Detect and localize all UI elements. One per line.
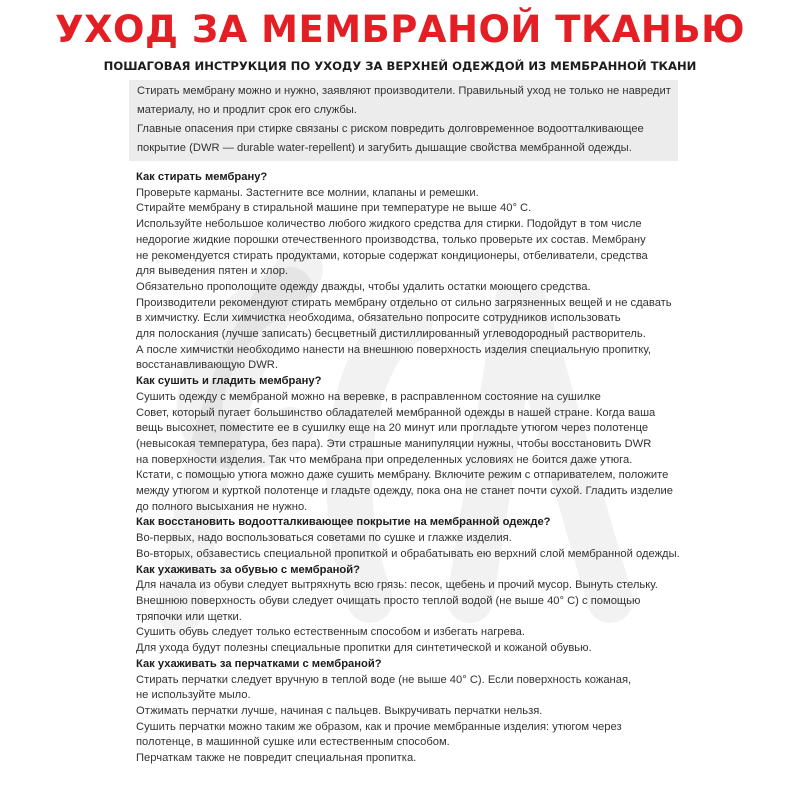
section-line: полотенце, в машинной сушке или естественным способом. xyxy=(136,736,450,749)
section-line: Проверьте карманы. Застегните все молнии, клапаны и ремешки. xyxy=(136,186,479,199)
section-line: Отжимать перчатки лучше, начиная с пальцев. Выкручивать перчатки нельзя. xyxy=(136,704,543,717)
intro-line: материалу, но и продлит срок его службы. xyxy=(137,104,357,116)
section-line: на поверхности изделия. Так что мембрана при определенных условиях не боится даже утюга. xyxy=(136,453,633,466)
section-line: Для начала из обуви следует вытряхнуть всю грязь: песок, щебень и прочий мусор. Вынуть стельку. xyxy=(136,579,658,592)
section-line: Обязательно прополощите одежду дважды, чтобы удалить остатки моющего средства. xyxy=(136,280,591,293)
section-heading: Как восстановить водоотталкивающее покрытие на мембранной одежде? xyxy=(136,516,551,529)
section-heading: Как стирать мембрану? xyxy=(136,171,268,183)
section-line: Внешнюю поверхность обуви следует очищать просто теплой водой (не выше 40° С) с помощью xyxy=(136,594,641,607)
intro-box xyxy=(129,80,678,161)
section-line: тряпочки или щетки. xyxy=(136,610,242,623)
section-line: не используйте мыло. xyxy=(136,689,251,702)
section-line: Во-вторых, обзавестись специальной пропиткой и обрабатывать ею верхний слой мембранной одежды. xyxy=(136,547,680,560)
section-line: Стирайте мембрану в стиральной машине при температуре не выше 40° С. xyxy=(136,202,532,215)
section-line: восстанавливающую DWR. xyxy=(136,359,278,372)
section-line: не рекомендуется стирать продуктами, которые содержат кондиционеры, отбеливатели, средства xyxy=(136,249,648,262)
section-line: Сушить перчатки можно таким же образом, как и прочие мембранные изделия: утюгом через xyxy=(136,720,622,733)
section-line: Кстати, с помощью утюга можно даже сушить мембрану. Включите режим с отпаривателем, положите xyxy=(136,469,669,482)
section-line: между утюгом и курткой полотенце и гладьте одежду, пока она не станет почти сухой. Гладить изделие xyxy=(136,485,674,498)
section-line: Совет, который пугает большинство обладателей мембранной одежды в нашей стране. Когда ваша xyxy=(136,406,656,419)
section-line: (невысокая температура, без пара). Эти страшные манипуляции нужны, чтобы восстановить DWR xyxy=(136,437,652,450)
section-heading: Как сушить и гладить мембрану? xyxy=(136,375,322,388)
section xyxy=(136,657,680,767)
section-heading: Как ухаживать за перчатками с мембраной? xyxy=(136,657,382,670)
intro-line: Стирать мембрану можно и нужно, заявляют производители. Правильный уход не только не навредит xyxy=(137,85,671,97)
instructions-content xyxy=(136,170,680,767)
section-heading: Как ухаживать за обувью с мембраной? xyxy=(136,563,360,576)
section-line: Стирать перчатки следует вручную в теплой воде (не выше 40° С). Если поверхность кожаная, xyxy=(136,673,632,686)
page-title: УХОД ЗА МЕМБРАНОЙ ТКАНЬЮ xyxy=(55,8,745,51)
section xyxy=(136,563,680,657)
section-line: Перчаткам также не повредит специальная пропитка. xyxy=(136,752,417,765)
section xyxy=(136,170,680,374)
section-line: Сушить одежду с мембраной можно на веревке, в расправленном состояние на сушилке xyxy=(136,390,601,403)
intro-line: Главные опасения при стирке связаны с риском повредить долговременное водоотталкивающее xyxy=(137,123,644,135)
section-line: до полного высыхания не нужно. xyxy=(136,500,308,513)
section-line: для выведения пятен и хлор. xyxy=(136,265,289,278)
section-line: Сушить обувь следует только естественным способом и избегать нагрева. xyxy=(136,626,525,639)
section-line: вещь высохнет, поместите ее в сушилку еще на 20 минут или прогладьте утюгом через полотенце xyxy=(136,422,649,435)
intro-line: покрытие (DWR — durable water-repellent) и загубить дышащие свойства мембранной одежды. xyxy=(137,142,632,154)
section-line: Для ухода будут полезны специальные пропитки для синтетической и кожаной обувью. xyxy=(136,642,592,655)
section xyxy=(136,515,680,562)
section-line: А после химчистки необходимо нанести на внешнюю поверхность изделия специальную пропитку, xyxy=(136,343,651,356)
section-line: Во-первых, надо воспользоваться советами по сушке и глажке изделия. xyxy=(136,532,512,545)
section-line: недорогие жидкие порошки отечественного производства, только проверьте их состав. Мембрану xyxy=(136,233,646,246)
section-line: в химчистку. Если химчистка необходима, обязательно попросите сотрудников использовать xyxy=(136,312,621,325)
page-subtitle: ПОШАГОВАЯ ИНСТРУКЦИЯ ПО УХОДУ ЗА ВЕРХНЕЙ ОДЕЖДОЙ ИЗ МЕМБРАННОЙ ТКАНИ xyxy=(103,59,697,73)
section-line: Производители рекомендуют стирать мембрану отдельно от сильно загрязненных вещей и не сдавать xyxy=(136,296,672,309)
section-line: для полоскания (лучше записать) бесцветный дистиллированный углеводородный растворитель. xyxy=(136,328,646,341)
section-line: Используйте небольшое количество любого жидкого средства для стирки. Подойдут в том числе xyxy=(136,218,642,231)
section xyxy=(136,374,680,515)
